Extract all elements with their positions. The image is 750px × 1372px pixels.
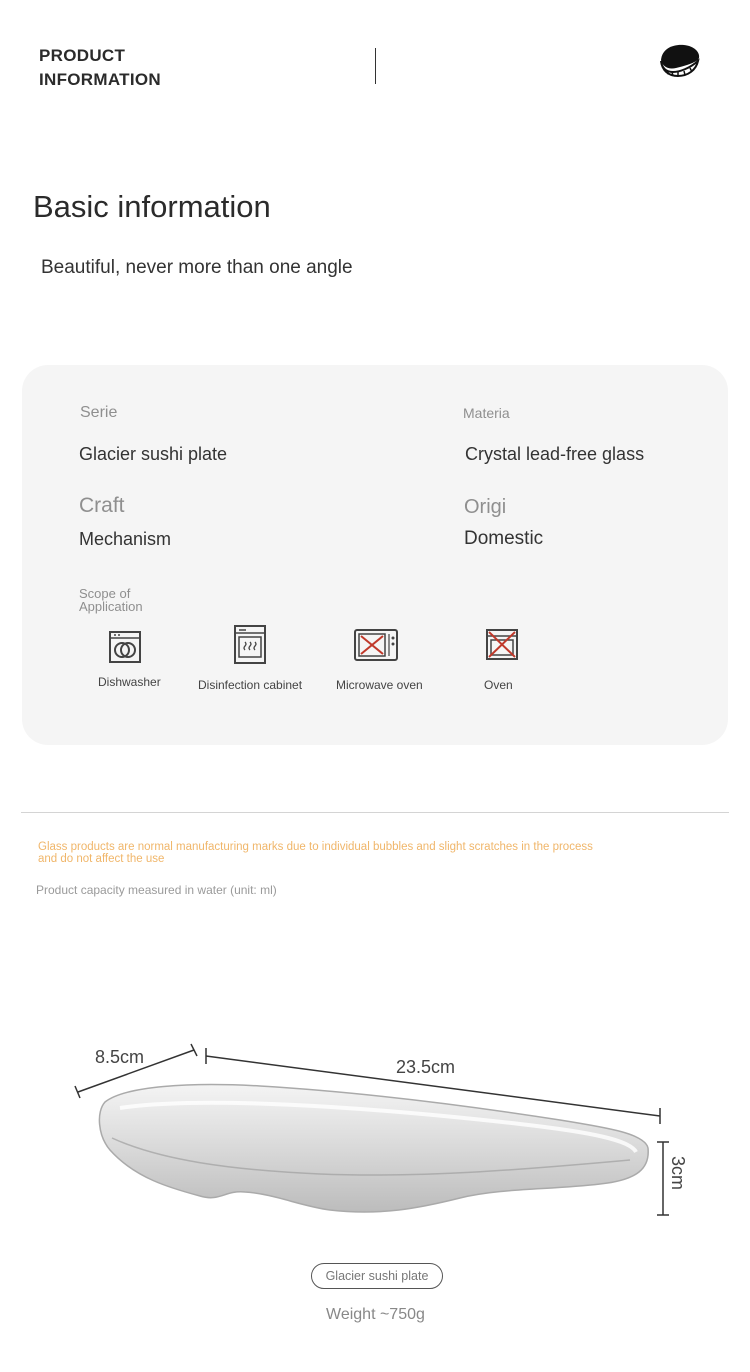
header-divider bbox=[375, 48, 376, 84]
header-title bbox=[39, 44, 161, 92]
header-title-line2: INFORMATION bbox=[39, 70, 161, 89]
scope-label bbox=[79, 587, 143, 613]
serie-label: Serie bbox=[80, 404, 118, 421]
scope-label-line2: Application bbox=[79, 599, 143, 614]
scope-label-line1: Scope of bbox=[79, 586, 131, 601]
warning-note-line1: Glass products are normal manufacturing marks due to individual bubbles and slight scratches in the process bbox=[38, 841, 593, 853]
origi-label: Origi bbox=[464, 496, 507, 518]
app-label-disinfection-cabinet: Disinfection cabinet bbox=[198, 678, 303, 692]
craft-value: Mechanism bbox=[79, 529, 172, 549]
warning-note bbox=[38, 841, 638, 865]
basic-info-subheading: Beautiful, never more than one angle bbox=[41, 257, 353, 278]
sushi-logo-icon bbox=[656, 40, 702, 80]
app-label-microwave-oven: Microwave oven bbox=[336, 678, 423, 692]
product-name-pill: Glacier sushi plate bbox=[311, 1263, 443, 1289]
product-weight: Weight ~750g bbox=[326, 1306, 425, 1323]
dimension-length-label: 23.5cm bbox=[396, 1057, 456, 1077]
basic-info-heading: Basic information bbox=[33, 189, 271, 224]
materia-label: Materia bbox=[463, 405, 510, 421]
dimension-height-label: 3cm bbox=[668, 1156, 688, 1191]
header-title-line1: PRODUCT bbox=[39, 46, 126, 65]
oven-crossed-icon bbox=[484, 628, 520, 662]
craft-label: Craft bbox=[79, 494, 125, 517]
microwave-crossed-icon bbox=[353, 628, 399, 662]
app-label-oven: Oven bbox=[484, 678, 513, 692]
capacity-note: Product capacity measured in water (unit: ml) bbox=[36, 883, 277, 897]
dimension-width-label: 8.5cm bbox=[95, 1047, 145, 1067]
origi-value: Domestic bbox=[464, 528, 544, 549]
section-divider bbox=[21, 812, 729, 813]
serie-value: Glacier sushi plate bbox=[79, 444, 228, 464]
materia-value: Crystal lead-free glass bbox=[465, 444, 645, 464]
app-label-dishwasher: Dishwasher bbox=[98, 675, 161, 689]
disinfection-cabinet-icon bbox=[232, 625, 268, 665]
dishwasher-icon bbox=[107, 630, 143, 664]
warning-note-line2: and do not affect the use bbox=[38, 853, 165, 865]
